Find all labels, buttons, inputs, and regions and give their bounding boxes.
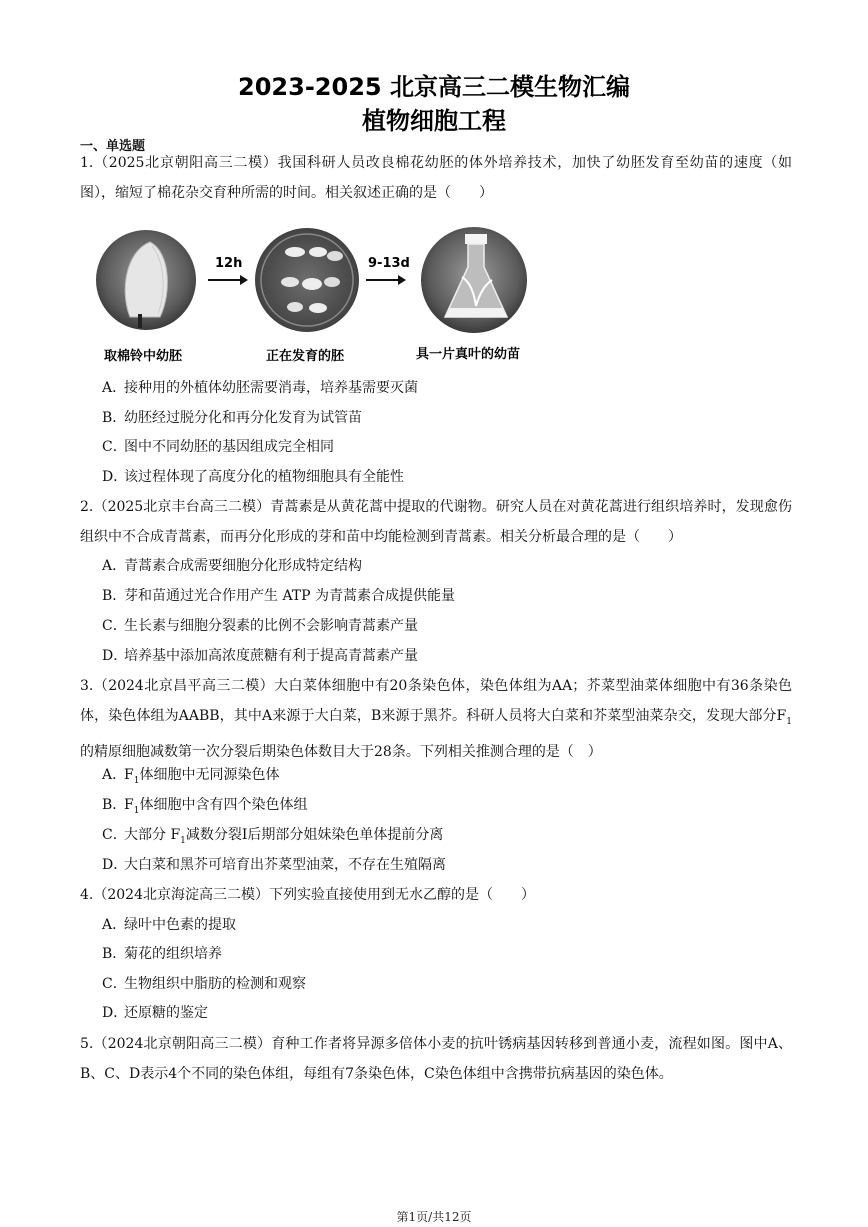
arrow-1 [208, 275, 248, 285]
figure-caption-2: 正在发育的胚 [266, 349, 345, 364]
page-title: 2023-2025 北京高三二模生物汇编 [238, 73, 630, 101]
question-1-stem: 1.（2025北京朝阳高三二模）我国科研人员改良棉花幼胚的体外培养技术，加快了幼胚发育至幼苗的速度（如图），缩短了棉花杂交育种所需的时间。相关叙述正确的是（ ） [80, 155, 792, 201]
figure-caption-3: 具一片真叶的幼苗 [416, 347, 521, 362]
question-3-option-c: C．大部分 $F_1$减数分裂Ⅰ后期部分姐妹染色单体提前分离 [102, 827, 444, 846]
question-2-option-c: C．生长素与细胞分裂素的比例不会影响青蒿素产量 [102, 618, 418, 634]
question-4-option-c: C．生物组织中脂肪的检测和观察 [102, 976, 306, 992]
arrow-1-label: 12h [215, 256, 243, 271]
question-4-option-d: D．还原糖的鉴定 [102, 1005, 208, 1021]
question-3-stem: 3.（2024北京昌平高三二模）大白菜体细胞中有20条染色体，染色体组为AA；芥菜型油菜体细胞中有36条染色体，染色体组为AABB，其中A来源于大白菜，B来源于黑芥。科研人员将大白菜和芥菜型油菜杂交，发现大部分$F_1$的精原细胞减数第一次分裂后期染色体数目大于28条。下列相关推测合理的是（ ） [80, 678, 792, 760]
question-4-option-a: A．绿叶中色素的提取 [102, 917, 236, 933]
question-3-option-d: D．大白菜和黑芥可培育出芥菜型油菜，不存在生殖隔离 [102, 857, 446, 873]
arrow-2-label: 9-13d [368, 256, 410, 271]
embryo-culture-figure [90, 222, 550, 367]
question-3-option-b: B．$F_1$体细胞中含有四个染色体组 [102, 797, 308, 816]
question-4-stem: 4.（2024北京海淀高三二模）下列实验直接使用到无水乙醇的是（ ） [80, 887, 535, 903]
seedling-flask-image [421, 227, 527, 333]
question-2-option-b: B．芽和苗通过光合作用产生 ATP 为青蒿素合成提供能量 [102, 588, 456, 604]
question-1-option-a: A．接种用的外植体幼胚需要消毒，培养基需要灭菌 [102, 380, 418, 396]
question-4-option-b: B．菊花的组织培养 [102, 946, 222, 962]
question-1-option-d: D．该过程体现了高度分化的植物细胞具有全能性 [102, 469, 404, 485]
question-1-option-c: C．图中不同幼胚的基因组成完全相同 [102, 439, 334, 455]
question-3-option-a: A．$F_1$体细胞中无同源染色体 [102, 767, 280, 786]
question-2-option-d: D．培养基中添加高浓度蔗糖有利于提高青蒿素产量 [102, 648, 418, 664]
embryo-culture-illustration [90, 222, 550, 340]
page-subtitle: 植物细胞工程 [362, 107, 506, 135]
page-footer: 第1页/共12页 [396, 1210, 472, 1224]
arrow-2 [366, 275, 406, 285]
developing-embryo-dish-image [255, 228, 359, 332]
question-2-stem: 2.（2025北京丰台高三二模）青蒿素是从黄花蒿中提取的代谢物。研究人员在对黄花蒿进行组织培养时，发现愈伤组织中不合成青蒿素，而再分化形成的芽和苗中均能检测到青蒿素。相关分析最合理的是（ ） [80, 499, 792, 545]
question-1-option-b: B．幼胚经过脱分化和再分化发育为试管苗 [102, 410, 362, 426]
figure-caption-1: 取棉铃中幼胚 [104, 349, 183, 364]
question-5-stem: 5.（2024北京朝阳高三二模）育种工作者将异源多倍体小麦的抗叶锈病基因转移到普通小麦，流程如图。图中A、B、C、D表示4个不同的染色体组，每组有7条染色体，C染色体组中含携带抗病基因的染色体。 [80, 1036, 792, 1082]
cotton-boll-embryo-image [96, 230, 196, 330]
section-heading: 一、单选题 [80, 139, 146, 154]
question-2-option-a: A．青蒿素合成需要细胞分化形成特定结构 [102, 558, 362, 574]
